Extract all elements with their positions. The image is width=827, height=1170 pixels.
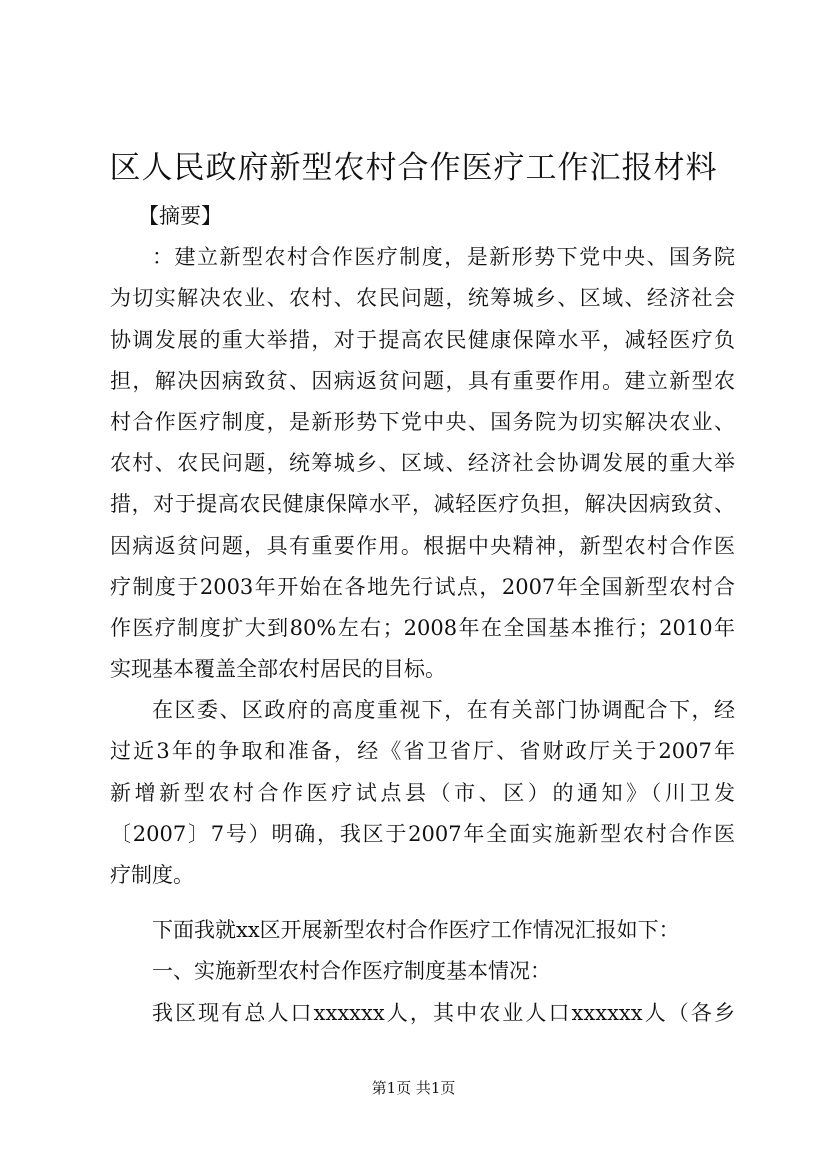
paragraph-line: 疗制度于2003年开始在各地先行试点，2007年全国新型农村合 — [110, 574, 735, 599]
paragraph-line: 措，对于提高农民健康保障水平，减轻医疗负担，解决因病致贫、 — [110, 492, 735, 517]
paragraph-line: 疗制度。 — [110, 863, 194, 887]
paragraph-background — [110, 690, 735, 896]
paragraph-line: 因病返贫问题，具有重要作用。根据中央精神，新型农村合作医 — [110, 533, 735, 558]
paragraph-line: 村合作医疗制度，是新形势下党中央、国务院为切实解决农业、 — [110, 409, 735, 434]
paragraph-line: 过近3年的争取和准备，经《省卫省厅、省财政厅关于2007年 — [110, 739, 735, 764]
paragraph-line: 农村、农民问题，统筹城乡、区域、经济社会协调发展的重大举 — [110, 451, 735, 476]
section-heading: 一、实施新型农村合作医疗制度基本情况： — [152, 959, 551, 984]
paragraph-line: 〔2007〕7号）明确，我区于2007年全面实施新型农村合作医 — [110, 821, 735, 846]
page-number: 第1页 共1页 — [371, 1079, 456, 1097]
paragraph-line: ：建立新型农村合作医疗制度，是新形势下党中央、国务院 — [152, 245, 735, 270]
paragraph-line: 为切实解决农业、农村、农民问题，统筹城乡、区域、经济社会 — [110, 286, 735, 311]
paragraph-line: 新增新型农村合作医疗试点县（市、区）的通知》（川卫发 — [110, 780, 735, 805]
abstract-heading: 【摘要】 — [138, 204, 222, 228]
paragraph-line: 实现基本覆盖全部农村居民的目标。 — [110, 657, 446, 682]
paragraph-intro: 下面我就xx区开展新型农村合作医疗工作情况汇报如下： — [152, 918, 680, 943]
paragraph-line: 担，解决因病致贫、因病返贫问题，具有重要作用。建立新型农 — [110, 368, 735, 393]
paragraph-line: 协调发展的重大举措，对于提高农民健康保障水平，减轻医疗负 — [110, 327, 735, 352]
paragraph-population: 我区现有总人口xxxxxx人，其中农业人口xxxxxx人（各乡 — [152, 1000, 735, 1025]
paragraph-spacer — [110, 896, 735, 910]
document-body — [110, 196, 735, 1034]
document-title: 区人民政府新型农村合作医疗工作汇报材料 — [109, 150, 718, 186]
paragraph-abstract — [110, 237, 735, 690]
paragraph-line: 作医疗制度扩大到80%左右；2008年在全国基本推行；2010年 — [110, 615, 735, 640]
paragraph-line: 在区委、区政府的高度重视下，在有关部门协调配合下，经 — [152, 698, 735, 723]
